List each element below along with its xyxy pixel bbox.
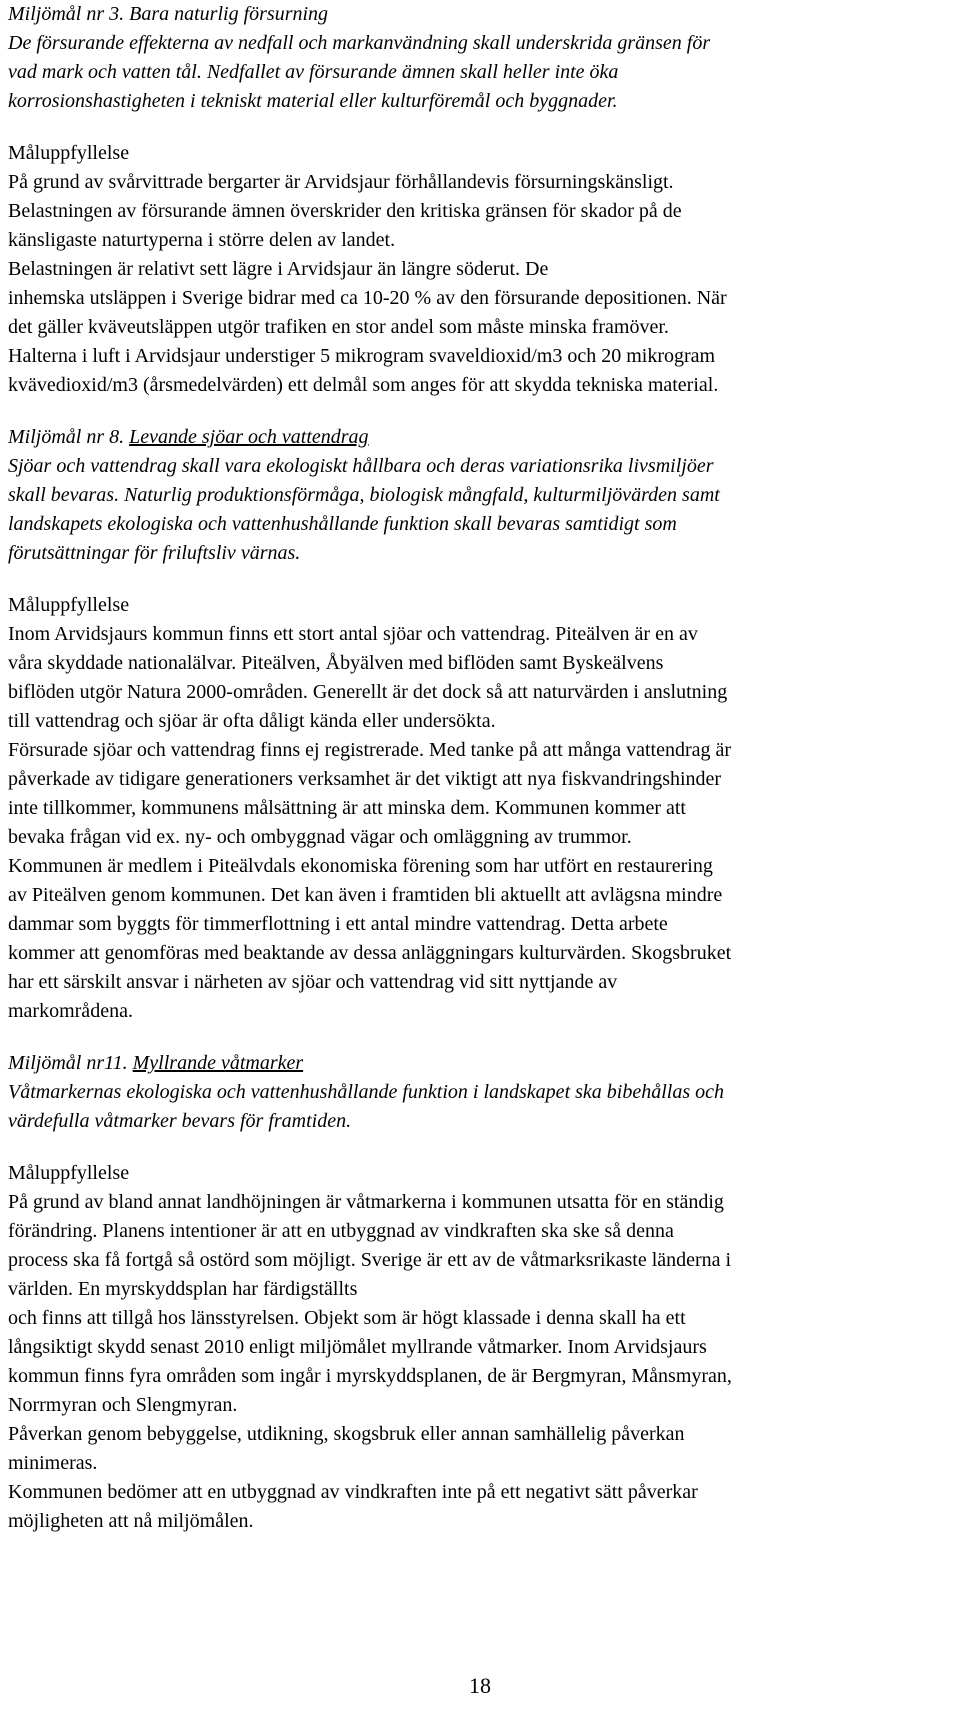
text-line: markområdena. xyxy=(8,1000,133,1022)
text-line: Belastningen av försurande ämnen överskrider den kritiska gränsen för skador på de xyxy=(8,200,682,222)
text-line: biflöden utgör Natura 2000-områden. Generellt är det dock så att naturvärden i anslutning xyxy=(8,681,728,703)
text-line: Försurade sjöar och vattendrag finns ej registrerade. Med tanke på att många vattendrag är xyxy=(8,739,732,761)
section-miljomal-3 xyxy=(8,0,952,400)
goal-line: förutsättningar för friluftsliv värnas. xyxy=(8,542,301,564)
section-heading xyxy=(8,1049,952,1078)
page-number: 18 xyxy=(469,1673,491,1698)
text-line: förändring. Planens intentioner är att en utbyggnad av vindkraften ska ske så denna xyxy=(8,1220,674,1242)
text-line: långsiktigt skydd senast 2010 enligt miljömålet myllrande våtmarker. Inom Arvidsjaurs xyxy=(8,1336,707,1358)
text-line: Halterna i luft i Arvidsjaur understiger 5 mikrogram svaveldioxid/m3 och 20 mikrogram xyxy=(8,345,716,367)
goal-line: Våtmarkernas ekologiska och vattenhushållande funktion i landskapet ska bibehållas och xyxy=(8,1081,724,1103)
text-line: process ska få fortgå så ostörd som möjligt. Sverige är ett av de våtmarksrikaste länderna i xyxy=(8,1249,732,1271)
text-line: våra skyddade nationalälvar. Piteälven, Åbyälven med biflöden samt Byskeälvens xyxy=(8,652,664,674)
text-line: kvävedioxid/m3 (årsmedelvärden) ett delmål som anges för att skydda tekniska material. xyxy=(8,374,719,396)
text-line: minimeras. xyxy=(8,1452,98,1474)
text-line: och finns att tillgå hos länsstyrelsen. Objekt som är högt klassade i denna skall ha ett xyxy=(8,1307,686,1329)
text-line: påverkade av tidigare generationers verksamhet är det viktigt att nya fiskvandringshinder xyxy=(8,768,722,790)
section-miljomal-8 xyxy=(8,423,952,1026)
fulfillment-title: Måluppfyllelse xyxy=(8,1162,130,1184)
text-line: Belastningen är relativt sett lägre i Arvidsjaur än längre söderut. De xyxy=(8,258,549,280)
text-line: inhemska utsläppen i Sverige bidrar med ca 10-20 % av den försurande depositionen. När xyxy=(8,287,727,309)
text-line: På grund av bland annat landhöjningen är våtmarkerna i kommunen utsatta för en ständig xyxy=(8,1191,724,1213)
goal-line: skall bevaras. Naturlig produktionsförmåga, biologisk mångfald, kulturmiljövärden samt xyxy=(8,484,720,506)
section-miljomal-11 xyxy=(8,1049,952,1536)
section-heading xyxy=(8,423,952,452)
text-line: Kommunen är medlem i Piteälvdals ekonomiska förening som har utfört en restaurering xyxy=(8,855,713,877)
text-line: möjligheten att nå miljömålen. xyxy=(8,1510,254,1532)
goal-line: landskapets ekologiska och vattenhushållande funktion skall bevaras samtidigt som xyxy=(8,513,677,535)
section-heading-title: Levande sjöar och vattendrag xyxy=(129,426,369,448)
goal-description xyxy=(8,29,952,116)
text-line: till vattendrag och sjöar är ofta dåligt kända eller undersökta. xyxy=(8,710,496,732)
text-line: kommer att genomföras med beaktande av dessa anläggningars kulturvärden. Skogsbruket xyxy=(8,942,732,964)
goal-line: vad mark och vatten tål. Nedfallet av försurande ämnen skall heller inte öka xyxy=(8,61,619,83)
goal-line: De försurande effekterna av nedfall och markanvändning skall underskrida gränsen för xyxy=(8,32,711,54)
text-line: av Piteälven genom kommunen. Det kan även i framtiden bli aktuellt att avlägsna mindre xyxy=(8,884,723,906)
section-heading-title: Myllrande våtmarker xyxy=(132,1052,304,1074)
text-line: På grund av svårvittrade bergarter är Arvidsjaur förhållandevis försurningskänsligt. xyxy=(8,171,674,193)
document-page xyxy=(8,0,952,1536)
text-line: världen. En myrskyddsplan har färdigställts xyxy=(8,1278,358,1300)
goal-description xyxy=(8,1078,952,1136)
section-heading: Miljömål nr 3. Bara naturlig försurning xyxy=(8,3,329,25)
goal-line: Sjöar och vattendrag skall vara ekologiskt hållbara och deras variationsrika livsmiljöer xyxy=(8,455,714,477)
fulfillment-title: Måluppfyllelse xyxy=(8,142,130,164)
text-line: inte tillkommer, kommunens målsättning är att minska dem. Kommunen kommer att xyxy=(8,797,686,819)
fulfillment-title: Måluppfyllelse xyxy=(8,594,130,616)
goal-line: värdefulla våtmarker bevars för framtiden. xyxy=(8,1110,352,1132)
fulfillment-text xyxy=(8,620,952,1026)
goal-line: korrosionshastigheten i tekniskt material eller kulturföremål och byggnader. xyxy=(8,90,618,112)
text-line: känsligaste naturtyperna i större delen av landet. xyxy=(8,229,396,251)
text-line: bevaka frågan vid ex. ny- och ombyggnad vägar och omläggning av trummor. xyxy=(8,826,632,848)
section-heading-prefix: Miljömål nr11. xyxy=(8,1052,128,1074)
text-line: Inom Arvidsjaurs kommun finns ett stort antal sjöar och vattendrag. Piteälven är en av xyxy=(8,623,698,645)
text-line: har ett särskilt ansvar i närheten av sjöar och vattendrag vid sitt nyttjande av xyxy=(8,971,618,993)
text-line: Påverkan genom bebyggelse, utdikning, skogsbruk eller annan samhällelig påverkan xyxy=(8,1423,685,1445)
text-line: kommun finns fyra områden som ingår i myrskyddsplanen, de är Bergmyran, Månsmyran, xyxy=(8,1365,732,1387)
fulfillment-text xyxy=(8,168,952,400)
goal-description xyxy=(8,452,952,568)
text-line: dammar som byggts för timmerflottning i ett antal mindre vattendrag. Detta arbete xyxy=(8,913,668,935)
fulfillment-text xyxy=(8,1188,952,1536)
section-heading-prefix: Miljömål nr 8. xyxy=(8,426,125,448)
text-line: Kommunen bedömer att en utbyggnad av vindkraften inte på ett negativt sätt påverkar xyxy=(8,1481,698,1503)
text-line: det gäller kväveutsläppen utgör trafiken en stor andel som måste minska framöver. xyxy=(8,316,669,338)
text-line: Norrmyran och Slengmyran. xyxy=(8,1394,238,1416)
